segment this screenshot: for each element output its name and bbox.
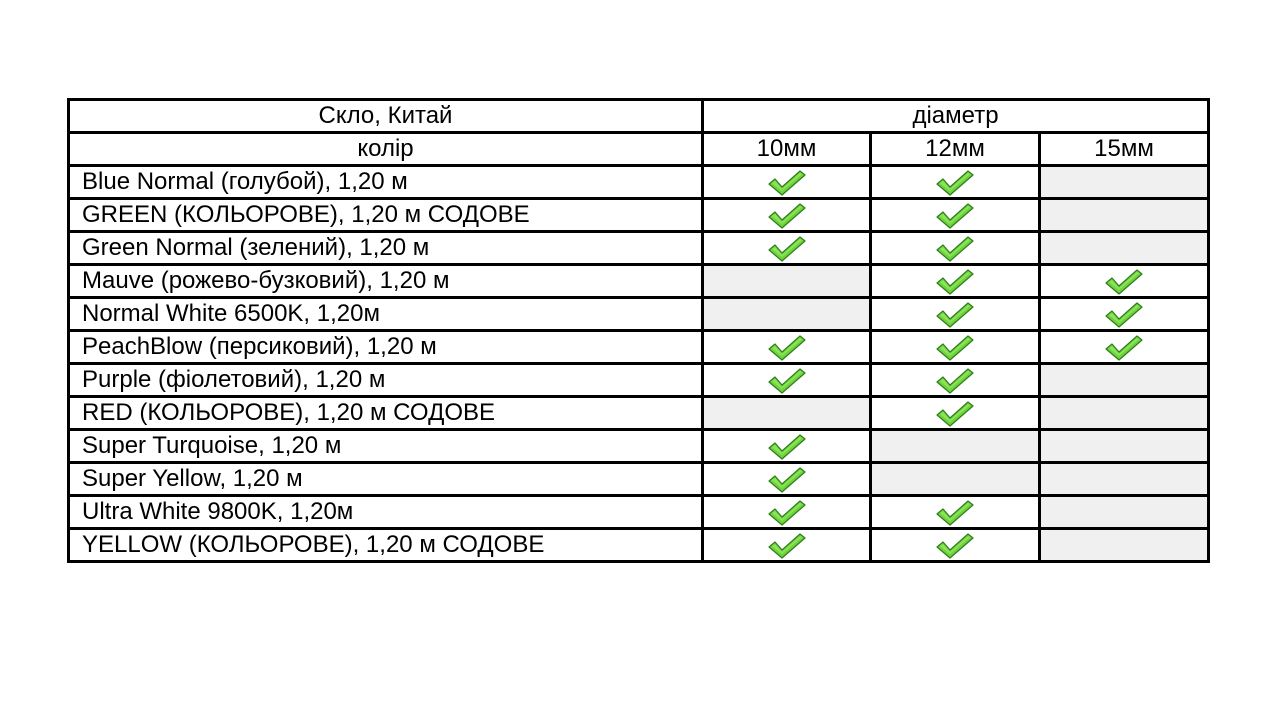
checkmark-icon <box>767 532 807 560</box>
available-cell <box>703 463 871 496</box>
available-cell <box>1040 298 1209 331</box>
color-header: колір <box>69 133 703 166</box>
unavailable-cell <box>703 265 871 298</box>
table-row <box>69 298 1209 331</box>
available-cell <box>871 199 1040 232</box>
size-header-10: 10мм <box>703 133 871 166</box>
size-header-12: 12мм <box>871 133 1040 166</box>
size-header-15: 15мм <box>1040 133 1209 166</box>
checkmark-icon <box>767 367 807 395</box>
available-cell <box>871 529 1040 562</box>
checkmark-icon <box>935 301 975 329</box>
unavailable-cell <box>1040 529 1209 562</box>
checkmark-icon <box>1104 334 1144 362</box>
checkmark-icon <box>767 235 807 263</box>
available-cell <box>703 529 871 562</box>
unavailable-cell <box>1040 166 1209 199</box>
checkmark-icon <box>1104 268 1144 296</box>
table-row <box>69 529 1209 562</box>
unavailable-cell <box>1040 199 1209 232</box>
header-row-top <box>69 100 1209 133</box>
material-header: Скло, Китай <box>69 100 703 133</box>
table-row <box>69 265 1209 298</box>
unavailable-cell <box>703 298 871 331</box>
row-label: YELLOW (КОЛЬОРОВЕ), 1,20 м СОДОВЕ <box>69 529 703 562</box>
availability-table <box>67 98 1210 563</box>
row-label: GREEN (КОЛЬОРОВЕ), 1,20 м СОДОВЕ <box>69 199 703 232</box>
available-cell <box>871 364 1040 397</box>
checkmark-icon <box>767 169 807 197</box>
row-label: Purple (фіолетовий), 1,20 м <box>69 364 703 397</box>
row-label: RED (КОЛЬОРОВЕ), 1,20 м СОДОВЕ <box>69 397 703 430</box>
row-label: Super Yellow, 1,20 м <box>69 463 703 496</box>
diameter-header: діаметр <box>703 100 1209 133</box>
table-row <box>69 364 1209 397</box>
available-cell <box>703 364 871 397</box>
available-cell <box>871 331 1040 364</box>
table-row <box>69 232 1209 265</box>
checkmark-icon <box>935 169 975 197</box>
unavailable-cell <box>703 397 871 430</box>
unavailable-cell <box>1040 364 1209 397</box>
table-body <box>69 166 1209 562</box>
available-cell <box>703 331 871 364</box>
unavailable-cell <box>1040 397 1209 430</box>
row-label: Mauve (рожево-бузковий), 1,20 м <box>69 265 703 298</box>
checkmark-icon <box>767 433 807 461</box>
checkmark-icon <box>1104 301 1144 329</box>
checkmark-icon <box>767 466 807 494</box>
available-cell <box>703 232 871 265</box>
table-row <box>69 331 1209 364</box>
unavailable-cell <box>1040 430 1209 463</box>
table-row <box>69 463 1209 496</box>
checkmark-icon <box>935 268 975 296</box>
unavailable-cell <box>871 430 1040 463</box>
table-row <box>69 166 1209 199</box>
row-label: PeachBlow (персиковий), 1,20 м <box>69 331 703 364</box>
available-cell <box>871 166 1040 199</box>
unavailable-cell <box>1040 232 1209 265</box>
available-cell <box>871 496 1040 529</box>
checkmark-icon <box>935 400 975 428</box>
available-cell <box>703 496 871 529</box>
available-cell <box>703 199 871 232</box>
checkmark-icon <box>767 334 807 362</box>
checkmark-icon <box>935 499 975 527</box>
available-cell <box>871 232 1040 265</box>
row-label: Ultra White 9800K, 1,20м <box>69 496 703 529</box>
available-cell <box>871 397 1040 430</box>
available-cell <box>703 430 871 463</box>
row-label: Super Turquoise, 1,20 м <box>69 430 703 463</box>
row-label: Green Normal (зелений), 1,20 м <box>69 232 703 265</box>
checkmark-icon <box>935 202 975 230</box>
checkmark-icon <box>935 235 975 263</box>
header-row-sub <box>69 133 1209 166</box>
available-cell <box>1040 331 1209 364</box>
table-row <box>69 496 1209 529</box>
checkmark-icon <box>935 532 975 560</box>
available-cell <box>703 166 871 199</box>
available-cell <box>1040 265 1209 298</box>
checkmark-icon <box>935 334 975 362</box>
row-label: Normal White 6500K, 1,20м <box>69 298 703 331</box>
checkmark-icon <box>767 202 807 230</box>
row-label: Blue Normal (голубой), 1,20 м <box>69 166 703 199</box>
unavailable-cell <box>871 463 1040 496</box>
available-cell <box>871 265 1040 298</box>
table-row <box>69 430 1209 463</box>
checkmark-icon <box>767 499 807 527</box>
checkmark-icon <box>935 367 975 395</box>
unavailable-cell <box>1040 463 1209 496</box>
table-row <box>69 199 1209 232</box>
unavailable-cell <box>1040 496 1209 529</box>
table-row <box>69 397 1209 430</box>
available-cell <box>871 298 1040 331</box>
